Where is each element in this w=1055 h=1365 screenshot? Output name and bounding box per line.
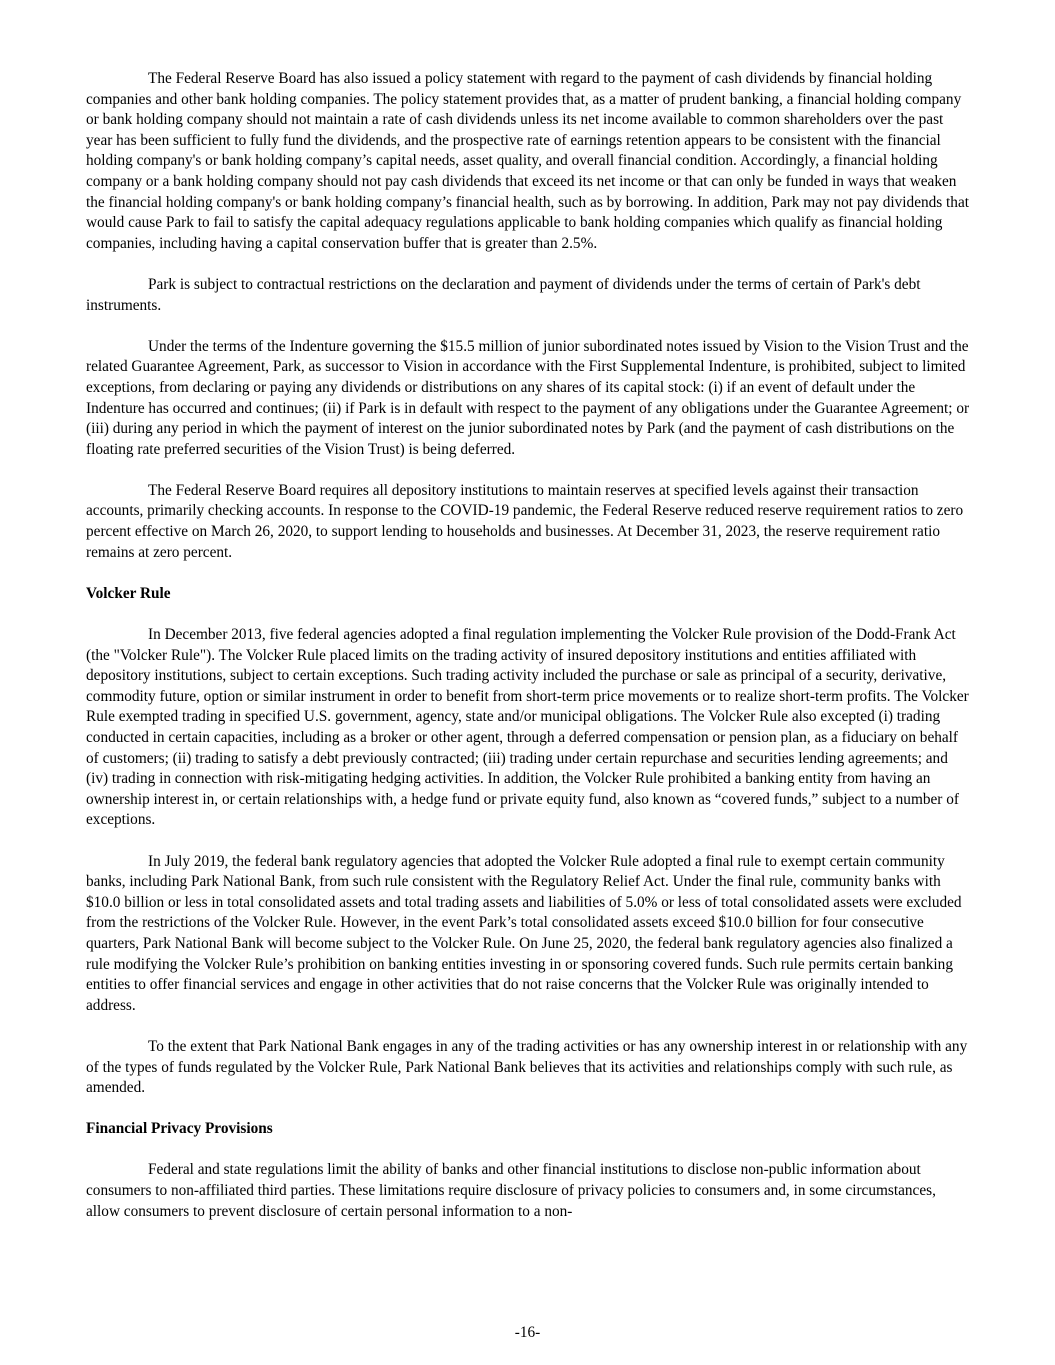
paragraph-volcker-intro: In December 2013, five federal agencies adopted a final regulation implementing the Volcker Rule provision of the Dodd-Frank Act (the "Volcker Rule"). The Volcker Rule placed limits on the trading activity of insured depository institutions and entities affiliated with depository institutions, subject to certain exceptions. Such trading activity included the purchase or sale as principal of a security, derivative, commodity future, option or similar instrument in order to benefit from short-term price movements or to realize short-term profits. The Volcker Rule exempted trading in specified U.S. government, agency, state and/or municipal obligations. The Volcker Rule also excepted (i) trading conducted in certain capacities, including as a broker or other agent, through a deferred compensation or pension plan, as a fiduciary on behalf of customers; (ii) trading to satisfy a debt previously contracted; (iii) trading under certain repurchase and securities lending agreements; and (iv) trading in connection with risk-mitigating hedging activities. In addition, the Volcker Rule prohibited a banking entity from having an ownership interest in, or certain relationships with, a hedge fund or private equity fund, also known as “covered funds,” subject to a number of exceptions. — [86, 626, 969, 829]
heading-volcker-rule: Volcker Rule — [86, 584, 171, 602]
paragraph-volcker-2019: In July 2019, the federal bank regulatory agencies that adopted the Volcker Rule adopted a final rule to exempt certain community banks, including Park National Bank, from such rule consistent with the Regulatory Relief Act. Under the final rule, community banks with $10.0 billion or less in total consolidated assets and total trading assets and liabilities of 5.0% or less of total consolidated assets were excluded from the restrictions of the Volcker Rule. However, in the event Park’s total consolidated assets exceed $10.0 billion for four consecutive quarters, Park National Bank will become subject to the Volcker Rule. On June 25, 2020, the federal bank regulatory agencies also finalized a rule modifying the Volcker Rule’s prohibition on banking entities investing in or sponsoring covered funds. Such rule permits certain banking entities to offer financial services and engage in other activities that do not raise concerns that the Volcker Rule was originally intended to address. — [86, 852, 962, 1014]
page-number: -16- — [514, 1324, 541, 1341]
heading-financial-privacy: Financial Privacy Provisions — [86, 1120, 273, 1138]
paragraph-indenture: Under the terms of the Indenture governing the $15.5 million of junior subordinated notes issued by Vision to the Vision Trust and the related Guarantee Agreement, Park, as successor to Vision in accordance with the First Supplemental Indenture, is prohibited, subject to limited exceptions, from declaring or paying any dividends or distributions on any shares of its capital stock: (i) if an event of default under the Indenture has occurred and continues; (ii) if Park is in default with respect to the payment of any obligations under the Guarantee Agreement; or (iii) during any period in which the payment of interest on the junior subordinated notes by Park (and the payment of cash distributions on the floating rate preferred securities of the Vision Trust) is being deferred. — [86, 337, 970, 458]
paragraph-privacy: Federal and state regulations limit the ability of banks and other financial institutions to disclose non-public information about consumers to non-affiliated third parties. These limitations require disclosure of privacy policies to consumers and, in some circumstances, allow consumers to prevent disclosure of certain personal information to a non- — [86, 1161, 936, 1220]
paragraph-dividend-policy: The Federal Reserve Board has also issued a policy statement with regard to the payment of cash dividends by financial holding companies and other bank holding companies. The policy statement provides that, as a matter of prudent banking, a financial holding company or bank holding company should not maintain a rate of cash dividends unless its net income available to common shareholders over the past year has been sufficient to fully fund the dividends, and the prospective rate of earnings retention appears to be consistent with the financial holding company's or bank holding company’s capital needs, asset quality, and overall financial condition. Accordingly, a financial holding company or a bank holding company should not pay cash dividends that exceed its net income or that can only be funded in ways that weaken the financial holding company's or bank holding company’s financial health, such as by borrowing. In addition, Park may not pay dividends that would cause Park to fail to satisfy the capital adequacy regulations applicable to bank holding companies which qualify as financial holding companies, including having a capital conservation buffer that is greater than 2.5%. — [86, 70, 969, 252]
paragraph-volcker-compliance: To the extent that Park National Bank engages in any of the trading activities or has any ownership interest in or relationship with any of the types of funds regulated by the Volcker Rule, Park National Bank believes that its activities and relationships comply with such rule, as amended. — [86, 1037, 968, 1097]
paragraph-reserves: The Federal Reserve Board requires all depository institutions to maintain reserves at specified levels against their transaction accounts, primarily checking accounts. In response to the COVID-19 pandemic, the Federal Reserve reduced reserve requirement ratios to zero percent effective on March 26, 2020, to support lending to households and businesses. At December 31, 2023, the reserve requirement ratio remains at zero percent. — [86, 481, 964, 561]
paragraph-contractual-restrictions: Park is subject to contractual restrictions on the declaration and payment of dividends under the terms of certain of Park's debt instruments. — [86, 275, 921, 314]
document-page — [86, 69, 971, 1243]
